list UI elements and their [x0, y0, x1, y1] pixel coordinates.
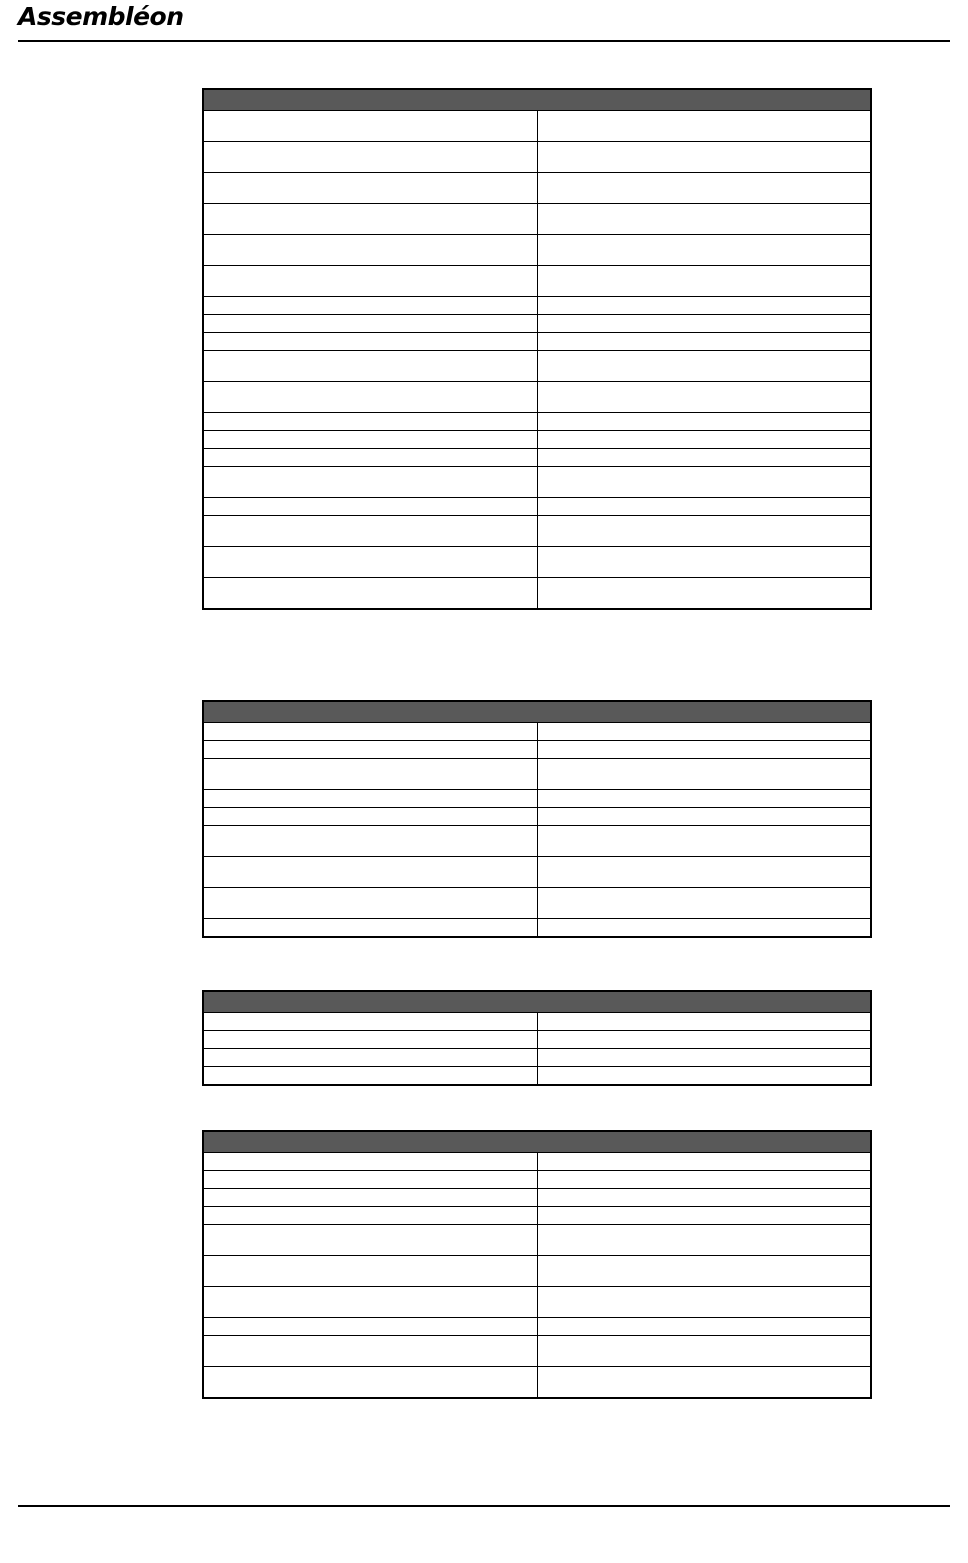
- table-row: [203, 808, 871, 826]
- table-row: [203, 431, 871, 449]
- table-cell-label: [203, 467, 537, 498]
- table-title-cell: [203, 89, 871, 111]
- table-cell-value: [537, 723, 871, 741]
- table-cell-label: [203, 297, 537, 315]
- table-row: [203, 449, 871, 467]
- table-cell-label: [203, 315, 537, 333]
- table-cell-value: [537, 142, 871, 173]
- table-header-row: [203, 89, 871, 111]
- table-row: [203, 173, 871, 204]
- table-cell-value: [537, 790, 871, 808]
- table-cell-value: [537, 333, 871, 351]
- table-cell-value: [537, 1287, 871, 1318]
- table-cell-label: [203, 1171, 537, 1189]
- table-cell-label: [203, 888, 537, 919]
- table-cell-value: [537, 266, 871, 297]
- table-cell-label: [203, 431, 537, 449]
- table-row: [203, 759, 871, 790]
- table-cell-value: [537, 857, 871, 888]
- table-row: [203, 741, 871, 759]
- table-cell-label: [203, 1207, 537, 1225]
- table-row: [203, 790, 871, 808]
- table-cell-value: [537, 1049, 871, 1067]
- table-cell-value: [537, 1207, 871, 1225]
- table-cell-value: [537, 351, 871, 382]
- table-cell-label: [203, 857, 537, 888]
- brand-logo: Assembléon: [18, 2, 184, 31]
- table-cell-label: [203, 1336, 537, 1367]
- spec-table: [202, 88, 872, 610]
- table-row: [203, 413, 871, 431]
- table-row: [203, 857, 871, 888]
- table-row: [203, 723, 871, 741]
- table-row: [203, 547, 871, 578]
- table-row: [203, 1067, 871, 1086]
- table-cell-value: [537, 413, 871, 431]
- table-cell-label: [203, 111, 537, 142]
- table-cell-label: [203, 1013, 537, 1031]
- table-cell-value: [537, 204, 871, 235]
- table-row: [203, 1207, 871, 1225]
- table-row: [203, 1049, 871, 1067]
- table-cell-label: [203, 578, 537, 610]
- table-cell-value: [537, 315, 871, 333]
- table-row: [203, 1031, 871, 1049]
- table-cell-label: [203, 919, 537, 938]
- table-cell-value: [537, 741, 871, 759]
- footer-divider: [18, 1505, 950, 1507]
- table-title-cell: [203, 991, 871, 1013]
- table-cell-label: [203, 1189, 537, 1207]
- table-header-row: [203, 1131, 871, 1153]
- table-row: [203, 351, 871, 382]
- table-cell-value: [537, 449, 871, 467]
- table-cell-label: [203, 1067, 537, 1086]
- table-cell-value: [537, 1367, 871, 1399]
- table-row: [203, 1318, 871, 1336]
- table-cell-value: [537, 826, 871, 857]
- table-cell-label: [203, 1225, 537, 1256]
- table-cell-value: [537, 467, 871, 498]
- table-cell-value: [537, 1031, 871, 1049]
- table-cell-value: [537, 235, 871, 266]
- table-row: [203, 142, 871, 173]
- table-row: [203, 1367, 871, 1399]
- table-cell-label: [203, 1031, 537, 1049]
- table-cell-label: [203, 741, 537, 759]
- table-cell-label: [203, 1318, 537, 1336]
- table-cell-label: [203, 498, 537, 516]
- table-cell-label: [203, 382, 537, 413]
- table-row: [203, 382, 871, 413]
- table-cell-label: [203, 449, 537, 467]
- table-row: [203, 297, 871, 315]
- table-row: [203, 1336, 871, 1367]
- table-cell-value: [537, 1189, 871, 1207]
- spec-table: [202, 1130, 872, 1399]
- table-cell-label: [203, 826, 537, 857]
- table-row: [203, 498, 871, 516]
- table-cell-label: [203, 235, 537, 266]
- table-cell-value: [537, 297, 871, 315]
- table-cell-value: [537, 1171, 871, 1189]
- table-cell-value: [537, 808, 871, 826]
- table-cell-label: [203, 547, 537, 578]
- table-cell-value: [537, 1067, 871, 1086]
- table-row: [203, 826, 871, 857]
- table-title-cell: [203, 701, 871, 723]
- table-cell-value: [537, 919, 871, 938]
- table-cell-value: [537, 382, 871, 413]
- spec-table: [202, 990, 872, 1086]
- table-cell-value: [537, 578, 871, 610]
- table-row: [203, 578, 871, 610]
- table-row: [203, 919, 871, 938]
- page-header: [0, 0, 968, 46]
- table-cell-value: [537, 111, 871, 142]
- table-cell-value: [537, 1336, 871, 1367]
- table-cell-value: [537, 1013, 871, 1031]
- table-row: [203, 266, 871, 297]
- table-cell-label: [203, 1287, 537, 1318]
- table-cell-value: [537, 516, 871, 547]
- table-row: [203, 315, 871, 333]
- table-row: [203, 1189, 871, 1207]
- table-cell-label: [203, 1256, 537, 1287]
- table-cell-label: [203, 333, 537, 351]
- table-cell-value: [537, 888, 871, 919]
- table-header-row: [203, 701, 871, 723]
- table-cell-value: [537, 759, 871, 790]
- table-row: [203, 1013, 871, 1031]
- table-cell-label: [203, 723, 537, 741]
- table-cell-value: [537, 498, 871, 516]
- table-cell-value: [537, 1256, 871, 1287]
- table-header-row: [203, 991, 871, 1013]
- table-cell-value: [537, 1225, 871, 1256]
- table-cell-label: [203, 142, 537, 173]
- table-cell-label: [203, 351, 537, 382]
- table-row: [203, 204, 871, 235]
- table-cell-value: [537, 431, 871, 449]
- table-title-cell: [203, 1131, 871, 1153]
- table-cell-label: [203, 204, 537, 235]
- table-cell-value: [537, 173, 871, 204]
- table-cell-value: [537, 1318, 871, 1336]
- table-row: [203, 333, 871, 351]
- table-cell-label: [203, 790, 537, 808]
- table-cell-value: [537, 1153, 871, 1171]
- table-row: [203, 516, 871, 547]
- table-cell-label: [203, 1367, 537, 1399]
- table-row: [203, 467, 871, 498]
- header-divider: [18, 40, 950, 42]
- table-row: [203, 235, 871, 266]
- table-row: [203, 1256, 871, 1287]
- table-cell-label: [203, 266, 537, 297]
- table-row: [203, 1287, 871, 1318]
- table-cell-label: [203, 173, 537, 204]
- table-cell-label: [203, 759, 537, 790]
- spec-table: [202, 700, 872, 938]
- table-cell-label: [203, 808, 537, 826]
- table-row: [203, 111, 871, 142]
- table-row: [203, 888, 871, 919]
- table-cell-label: [203, 1049, 537, 1067]
- table-cell-label: [203, 1153, 537, 1171]
- table-row: [203, 1153, 871, 1171]
- table-row: [203, 1225, 871, 1256]
- table-cell-value: [537, 547, 871, 578]
- table-cell-label: [203, 516, 537, 547]
- table-row: [203, 1171, 871, 1189]
- table-cell-label: [203, 413, 537, 431]
